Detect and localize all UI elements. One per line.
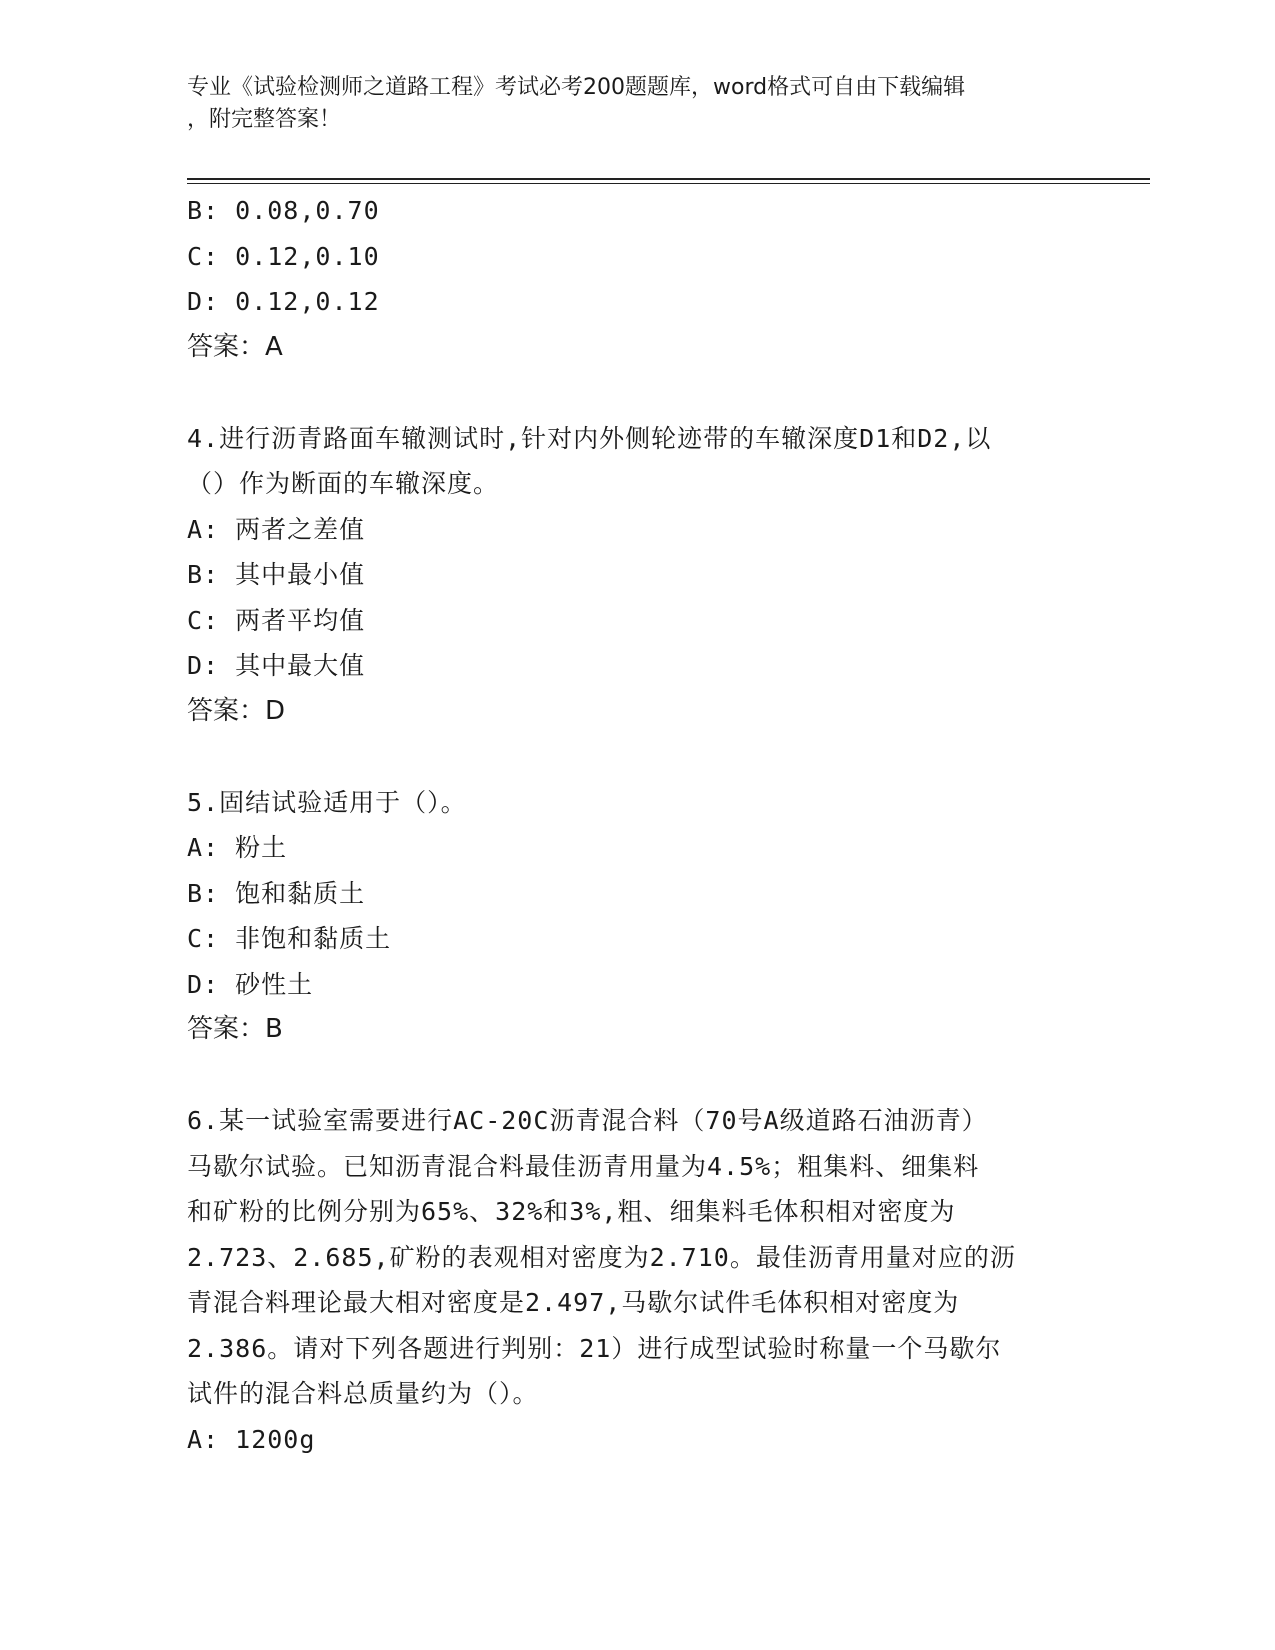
option-b: B: 饱和黏质土 <box>187 878 366 908</box>
answer: 答案：D <box>187 695 286 726</box>
question-text-line: 2.723、2.685,矿粉的表观相对密度为2.710。最佳沥青用量对应的沥 <box>187 1242 1016 1272</box>
header-divider-thick <box>187 178 1150 180</box>
question-text-line: 马歇尔试验。已知沥青混合料最佳沥青用量为4.5%；粗集料、细集料 <box>187 1151 980 1181</box>
document-body <box>187 188 1087 1508</box>
answer: 答案：A <box>187 331 283 362</box>
option-b: B: 0.08,0.70 <box>187 196 380 225</box>
header-title-line-1: 专业《试验检测师之道路工程》考试必考200题题库，word格式可自由下载编辑 <box>187 75 966 100</box>
question-text-line: 5.固结试验适用于（）。 <box>187 787 467 817</box>
option-a: A: 两者之差值 <box>187 514 366 544</box>
question-text-line: 2.386。请对下列各题进行判别：21）进行成型试验时称量一个马歇尔 <box>187 1333 1002 1363</box>
option-c: C: 非饱和黏质土 <box>187 924 392 953</box>
question-4 <box>187 416 1087 735</box>
option-a: A: 粉土 <box>187 833 288 862</box>
question-text-line: 4.进行沥青路面车辙测试时,针对内外侧轮迹带的车辙深度D1和D2,以 <box>187 423 992 453</box>
question-text-line: （）作为断面的车辙深度。 <box>187 469 500 498</box>
answer: 答案：B <box>187 1014 283 1044</box>
option-b: B: 其中最小值 <box>187 560 366 589</box>
option-d: D: 0.12,0.12 <box>187 287 380 316</box>
option-c: C: 0.12,0.10 <box>187 241 380 271</box>
question-text-line: 和矿粉的比例分别为65%、32%和3%,粗、细集料毛体积相对密度为 <box>187 1197 956 1226</box>
header-divider-thin <box>187 183 1150 184</box>
question-text-line: 试件的混合料总质量约为（）。 <box>187 1379 539 1408</box>
question-text-line: 青混合料理论最大相对密度是2.497,马歇尔试件毛体积相对密度为 <box>187 1288 960 1317</box>
option-d: D: 砂性土 <box>187 969 314 999</box>
question-text-line: 6.某一试验室需要进行AC-20C沥青混合料（70号A级道路石油沥青） <box>187 1106 988 1135</box>
option-c: C: 两者平均值 <box>187 605 366 635</box>
question-5 <box>187 780 1087 1053</box>
document-header <box>187 72 1067 136</box>
question-6 <box>187 1098 1087 1462</box>
option-a: A: 1200g <box>187 1424 316 1454</box>
header-title-line-2: ，附完整答案！ <box>187 107 342 132</box>
option-d: D: 其中最大值 <box>187 651 366 680</box>
question-3-tail <box>187 188 1087 370</box>
